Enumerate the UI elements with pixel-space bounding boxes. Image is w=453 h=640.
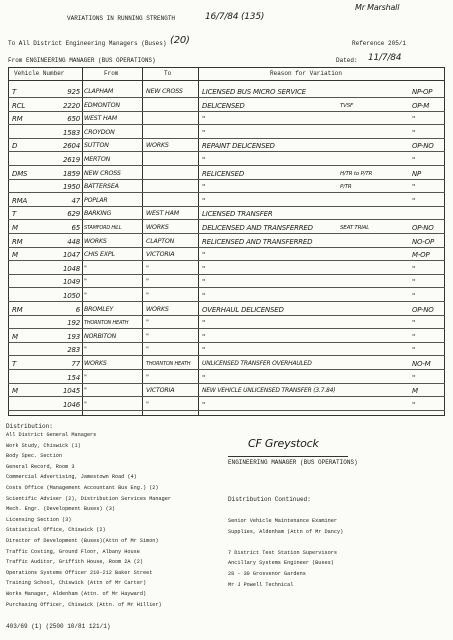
- row-number: 154: [67, 373, 80, 382]
- signature-title: ENGINEERING MANAGER (BUS OPERATIONS): [228, 459, 358, 466]
- row-end: ": [412, 346, 416, 355]
- row-class: M: [12, 332, 18, 341]
- distribution-item: All District General Managers: [6, 432, 97, 438]
- distribution-item: 7 District Test Station Supervisors: [228, 549, 337, 556]
- row-number: 1950: [62, 183, 80, 192]
- column-header-reason: Reason for Variation: [270, 70, 343, 77]
- distribution-item: Director of Development (Buses)(Attn of Mr Simon): [6, 538, 159, 544]
- row-reason: UNLICENSED TRANSFER OVERHAULED: [202, 360, 312, 367]
- row-from: CROYDON: [84, 128, 115, 136]
- dated-label: Dated:: [336, 57, 358, 64]
- row-class: M: [12, 387, 18, 396]
- row-to: WEST HAM: [146, 210, 179, 218]
- row-to: WORKS: [146, 142, 169, 150]
- row-to: WORKS: [146, 224, 169, 231]
- row-from: ": [84, 346, 87, 354]
- row-to: CLAPTON: [146, 237, 175, 245]
- row-reason: ": [202, 251, 206, 260]
- row-class: T: [12, 88, 17, 96]
- row-reason: DELICENSED AND TRANSFERRED: [202, 224, 313, 232]
- row-to: ": [146, 400, 149, 408]
- row-end: M-OP: [412, 251, 430, 260]
- row-from: POPLAR: [84, 196, 108, 204]
- row-class: DMS: [12, 169, 28, 178]
- row-from: ": [84, 278, 87, 286]
- distribution-item: Supplies, Aldenham (Attn of Mr Dancy): [228, 528, 344, 535]
- row-reason: ": [202, 332, 206, 341]
- row-end: ": [412, 278, 416, 287]
- from-line: From ENGINEERING MANAGER (BUS OPERATIONS): [8, 57, 156, 64]
- row-end: ": [412, 292, 416, 300]
- row-from: WORKS: [84, 360, 107, 367]
- column-header-from: From: [104, 70, 119, 77]
- row-end: NP-OP: [412, 88, 433, 96]
- row-end: ": [412, 400, 416, 409]
- row-reason: ": [202, 183, 206, 192]
- distribution-item: Body Spec. Section: [6, 453, 63, 460]
- form-title: VARIATIONS IN RUNNING STRENGTH: [67, 15, 176, 22]
- row-from: WEST HAM: [84, 115, 117, 123]
- distribution-item: Licensing Section (3): [6, 516, 72, 523]
- row-reason: ": [202, 292, 206, 300]
- distribution-item: Traffic Auditor, Griffith House, Room 2A (2): [6, 559, 143, 566]
- row-reason: LICENSED TRANSFER: [202, 210, 273, 219]
- row-end: ": [412, 332, 416, 341]
- row-number: 6: [75, 305, 80, 314]
- row-number: 283: [67, 346, 80, 355]
- distribution-item: Senior Vehicle Maintenance Examiner: [228, 518, 337, 524]
- row-extra: TVSF: [340, 102, 353, 109]
- row-end: ": [412, 115, 416, 124]
- row-from: ": [84, 387, 87, 395]
- row-number: 192: [67, 319, 80, 328]
- row-end: NO-OP: [412, 237, 435, 246]
- row-to: ": [146, 292, 149, 299]
- column-header-to: To: [164, 70, 172, 77]
- row-to: VICTORIA: [146, 251, 175, 259]
- distribution-continued-title: Distribution Continued:: [228, 496, 311, 503]
- row-from: BARKING: [84, 210, 112, 218]
- row-number: 448: [67, 237, 80, 246]
- row-to: ": [146, 278, 149, 286]
- distribution-item: Traffic Costing, Ground Floor, Albany House: [6, 548, 140, 555]
- row-reason: OVERHAUL DELICENSED: [202, 305, 284, 314]
- row-end: NP: [412, 169, 422, 178]
- row-number: 1859: [62, 169, 80, 178]
- row-number: 1050: [62, 292, 80, 300]
- distribution-item: Works Manager, Aldenham (Attn. of Mr Hayward): [6, 591, 147, 597]
- row-from: ": [84, 373, 87, 381]
- row-end: OP-NO: [412, 305, 434, 314]
- handwritten-count: (20): [170, 35, 190, 46]
- row-to: ": [146, 319, 149, 327]
- distribution-item: Commercial Advertising, Jamestown Road (4): [6, 474, 137, 481]
- row-end: M: [412, 387, 418, 396]
- row-number: 1049: [62, 278, 80, 287]
- row-class: T: [12, 210, 17, 219]
- row-from: ": [84, 400, 87, 408]
- row-to: ": [146, 373, 149, 381]
- row-class: M: [12, 224, 18, 232]
- distribution-item: Statistical Office, Chiswick (2): [6, 527, 106, 534]
- row-from: NEW CROSS: [84, 169, 121, 177]
- distribution-item: Purchasing Officer, Chiswick (Attn. of Mr Hillier): [6, 601, 162, 608]
- row-reason: ": [202, 115, 206, 124]
- row-class: T: [12, 360, 17, 368]
- row-to: WORKS: [146, 305, 169, 313]
- row-to: VICTORIA: [146, 387, 175, 395]
- row-reason: ": [202, 264, 206, 273]
- row-class: RM: [12, 115, 23, 124]
- row-end: ": [412, 264, 416, 273]
- row-number: 65: [71, 224, 80, 232]
- row-from: MERTON: [84, 156, 111, 163]
- handwritten-name: Mr Marshall: [355, 3, 400, 12]
- row-reason: ": [202, 156, 206, 164]
- handwritten-dated: 11/7/84: [368, 53, 402, 63]
- row-end: ": [412, 319, 416, 328]
- row-reason: ": [202, 373, 206, 382]
- distribution-item: Training School, Chiswick (Attn of Mr Carter): [6, 580, 147, 587]
- signature: CF Greystock: [248, 437, 319, 450]
- row-to: ": [146, 346, 149, 354]
- footer-code: 403/69 (1) (2500 10/81 121/1): [6, 623, 111, 630]
- row-extra: H/TR to P/TR: [340, 170, 373, 177]
- row-end: ": [412, 196, 416, 205]
- row-number: 47: [71, 196, 80, 205]
- row-reason: ": [202, 400, 206, 409]
- row-reason: NEW VEHICLE UNLICENSED TRANSFER (3.7.84): [202, 387, 336, 395]
- distribution-item: Mech. Engr. (Development Buses) (3): [6, 506, 115, 513]
- row-end: OP-M: [412, 101, 430, 110]
- row-number: 629: [67, 210, 80, 219]
- row-end: ": [412, 373, 416, 382]
- row-number: 1583: [62, 128, 80, 137]
- row-reason: ": [202, 346, 206, 355]
- row-from: ": [84, 264, 87, 272]
- row-from: CLAPHAM: [84, 88, 114, 95]
- column-header-vehicle: Vehicle Number: [14, 70, 65, 77]
- row-from: ": [84, 292, 87, 299]
- distribution-item: General Record, Room 3: [6, 463, 75, 470]
- row-end: OP-NO: [412, 142, 434, 151]
- distribution-item: Work Study, Chiswick (1): [6, 442, 81, 449]
- row-number: 925: [67, 88, 80, 96]
- row-end: ": [412, 183, 416, 192]
- row-number: 2619: [62, 156, 80, 164]
- row-extra: P/TR: [340, 184, 352, 191]
- distribution-title: Distribution:: [6, 423, 53, 430]
- row-to: THORNTON HEATH: [146, 361, 191, 367]
- row-end: ": [412, 128, 416, 137]
- row-from: THORNTON HEATH: [84, 320, 129, 327]
- row-class: D: [12, 142, 18, 151]
- distribution-item: Ancillary Systems Engineer (Buses): [228, 560, 334, 567]
- distribution-item: Operations Systems Officer 210-212 Baker Street: [6, 569, 153, 576]
- row-class: M: [12, 251, 18, 260]
- row-from: BATTERSEA: [84, 183, 119, 191]
- row-reason: LICENSED BUS MICRO SERVICE: [202, 88, 306, 96]
- handwritten-date: 16/7/84 (135): [205, 12, 265, 22]
- row-class: RM: [12, 305, 23, 314]
- row-class: RM: [12, 237, 23, 246]
- distribution-item: Scientific Adviser (2), Distribution Services Manager: [6, 495, 171, 502]
- row-reason: ": [202, 196, 206, 205]
- row-number: 2220: [62, 101, 80, 110]
- reference-label: Reference 205/1: [352, 40, 407, 47]
- row-from: BROMLEY: [84, 305, 114, 313]
- row-number: 1045: [62, 387, 80, 396]
- row-from: NORBITON: [84, 332, 117, 340]
- row-extra: SEAT TRIAL: [340, 225, 370, 231]
- row-to: ": [146, 332, 149, 340]
- distribution-item: 28 - 30 Grosvenor Gardens: [228, 571, 306, 577]
- to-line: To All District Engineering Managers (Buses): [8, 40, 167, 47]
- row-end: ": [412, 156, 416, 164]
- row-from: EDMONTON: [84, 101, 120, 109]
- row-to: ": [146, 264, 149, 272]
- row-from: STAMFORD HILL: [84, 225, 122, 231]
- row-number: 193: [67, 332, 80, 341]
- row-end: NO-M: [412, 360, 431, 368]
- row-number: 1046: [62, 400, 80, 409]
- row-reason: RELICENSED: [202, 169, 245, 178]
- row-from: CHIS EXPL: [84, 251, 115, 259]
- row-class: RMA: [12, 196, 28, 205]
- row-reason: REPAINT DELICENSED: [202, 142, 275, 151]
- row-number: 77: [71, 360, 80, 368]
- row-to: NEW CROSS: [146, 88, 183, 95]
- row-number: 1048: [62, 264, 80, 273]
- distribution-item: Mr J Powell Technical: [228, 581, 294, 588]
- row-reason: ": [202, 128, 206, 137]
- row-reason: ": [202, 278, 206, 287]
- row-number: 1047: [62, 251, 80, 260]
- row-from: WORKS: [84, 237, 107, 245]
- row-reason: RELICENSED AND TRANSFERRED: [202, 237, 313, 246]
- row-number: 2604: [62, 142, 80, 151]
- row-reason: ": [202, 319, 206, 328]
- row-reason: DELICENSED: [202, 101, 245, 110]
- row-from: SUTTON: [84, 142, 109, 150]
- row-number: 650: [67, 115, 80, 124]
- row-class: RCL: [12, 101, 26, 110]
- row-end: OP-NO: [412, 224, 434, 232]
- distribution-item: Costs Office (Management Accountant Bus Eng.) (2): [6, 485, 159, 491]
